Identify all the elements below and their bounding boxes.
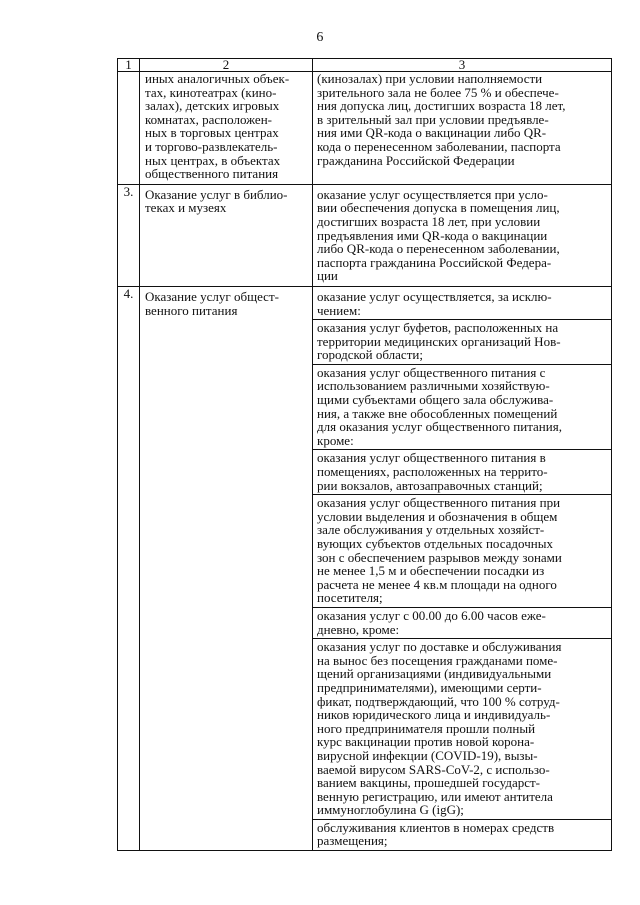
conditions-cell xyxy=(313,184,612,286)
text-line: оказания услуг буфетов, расположенных на xyxy=(317,320,559,336)
column-header-2: 2 xyxy=(140,59,313,72)
text-line: ния, а также вне обособленных помещений xyxy=(317,405,558,421)
row-number-cell: 4. xyxy=(118,286,140,850)
text-line: оказания услуг общественного питания в xyxy=(317,450,546,466)
text-line: ния ими QR-кода о вакцинации либо QR- xyxy=(317,125,547,141)
text-line: условии выделения и обозначения в общем xyxy=(317,508,558,524)
text-line: ных центрах, в объектах xyxy=(145,152,281,168)
text-line: дневно, кроме: xyxy=(317,621,400,637)
text-line: ваемой вирусом SARS-CoV-2, с использо- xyxy=(317,761,550,777)
text-line: общественного питания xyxy=(145,166,279,182)
conditions-cell xyxy=(313,286,612,850)
text-line: ции xyxy=(317,268,338,284)
text-line: оказание услуг осуществляется, за исклю- xyxy=(317,288,552,304)
text-line: использованием различными хозяйствую- xyxy=(317,378,550,394)
text-line: ванием вакцины, прошедшей государст- xyxy=(317,775,540,791)
condition-block xyxy=(313,820,611,850)
text-line: кроме: xyxy=(317,432,354,448)
text-line: гражданина Российской Федерации xyxy=(317,152,515,168)
text-line: Оказание услуг общест- xyxy=(145,288,279,304)
activity-cell xyxy=(140,72,313,185)
text-line: оказания услуг с 00.00 до 6.00 часов еже- xyxy=(317,607,546,623)
text-line: городской области; xyxy=(317,347,423,363)
condition-block xyxy=(313,639,611,820)
condition-block xyxy=(313,320,611,365)
text-line: предпринимателями), имеющими серти- xyxy=(317,679,542,695)
text-line: рии вокзалов, автозаправочных станций; xyxy=(317,477,543,493)
text-line: обслуживания клиентов в номерах средств xyxy=(317,819,555,835)
text-line: либо QR-кода о перенесенном заболевании, xyxy=(317,241,560,257)
text-line: оказания услуг общественного питания с xyxy=(317,364,546,380)
text-line: фикат, подтверждающий, что 100 % сотруд- xyxy=(317,693,560,709)
page-number: 6 xyxy=(316,30,324,45)
text-line: тах, кинотеатрах (кино- xyxy=(145,84,277,100)
text-line: территории медицинских организаций Нов- xyxy=(317,333,561,349)
text-line: зрительного зала не более 75 % и обеспече- xyxy=(317,84,559,100)
text-line: помещениях, расположенных на террито- xyxy=(317,464,548,480)
text-line: предъявления ими QR-кода о вакцинации xyxy=(317,227,548,243)
text-line: иных аналогичных объек- xyxy=(145,71,290,86)
text-line: оказания услуг общественного питания при xyxy=(317,495,561,511)
text-line: (кинозалах) при условии наполняемости xyxy=(317,71,543,86)
table-row-continuation xyxy=(118,72,612,185)
text-line: залах), детских игровых xyxy=(145,98,280,114)
text-line: курс вакцинации против новой корона- xyxy=(317,734,535,750)
text-line: оказания услуг по доставке и обслуживания xyxy=(317,639,562,655)
table-row-3 xyxy=(118,184,612,286)
table-header-row xyxy=(118,59,612,72)
text-line: иммуноглобулина G (igG); xyxy=(317,802,464,818)
column-header-1: 1 xyxy=(118,59,140,72)
condition-block xyxy=(313,608,611,639)
activity-cell xyxy=(140,286,313,850)
text-line: в зрительный зал при условии предъявле- xyxy=(317,111,549,127)
condition-block xyxy=(313,495,611,608)
text-line: зале обслуживания у отдельных хозяйст- xyxy=(317,522,545,538)
activity-cell xyxy=(140,184,313,286)
text-line: размещения; xyxy=(317,833,388,849)
text-line: венного питания xyxy=(145,302,238,318)
text-line: расчета не менее 4 кв.м площади на одного xyxy=(317,576,557,592)
condition-block xyxy=(313,365,611,451)
text-line: паспорта гражданина Российской Федера- xyxy=(317,254,552,270)
text-line: щений организациями (индивидуальными xyxy=(317,666,552,682)
text-line: венную регистрацию, или имеют антитела xyxy=(317,788,553,804)
text-line: для оказания услуг общественного питания, xyxy=(317,419,562,435)
text-line: ния допуска лиц, достигших возраста 18 лет, xyxy=(317,98,566,114)
text-line: Оказание услуг в библио- xyxy=(145,186,288,202)
text-line: теках и музеях xyxy=(145,200,227,216)
text-line: вирусной инфекции (COVID-19), вызы- xyxy=(317,747,538,763)
text-line: достигших возраста 18 лет, при условии xyxy=(317,213,541,229)
text-line: посетителя; xyxy=(317,590,383,606)
text-line: вии обеспечения допуска в помещения лиц, xyxy=(317,200,560,216)
text-line: щими субъектами общего зала обслужива- xyxy=(317,392,554,408)
table-row-4 xyxy=(118,286,612,850)
text-line: зон с обеспечением разрывов между зонами xyxy=(317,549,562,565)
row-number-cell: 3. xyxy=(118,184,140,286)
row-number-cell xyxy=(118,72,140,185)
text-line: не менее 1,5 м и обеспечении посадки из xyxy=(317,563,545,579)
condition-block xyxy=(313,287,611,320)
text-line: на вынос без посещения гражданами поме- xyxy=(317,652,558,668)
text-line: вующих субъектов отдельных посадочных xyxy=(317,536,553,551)
text-line: комнатах, расположен- xyxy=(145,111,272,127)
column-header-3: 3 xyxy=(313,59,612,72)
conditions-cell xyxy=(313,72,612,185)
text-line: ников юридического лица и индивидуаль- xyxy=(317,707,551,723)
regulation-table xyxy=(117,58,612,851)
text-line: чением: xyxy=(317,302,361,318)
text-line: ного предпринимателя прошли полный xyxy=(317,720,536,736)
condition-block xyxy=(313,450,611,495)
text-line: ных в торговых центрах xyxy=(145,125,279,141)
text-line: оказание услуг осуществляется при усло- xyxy=(317,186,548,202)
text-line: кода о перенесенном заболевании, паспорта xyxy=(317,138,561,154)
text-line: и торгово-развлекатель- xyxy=(145,138,278,154)
